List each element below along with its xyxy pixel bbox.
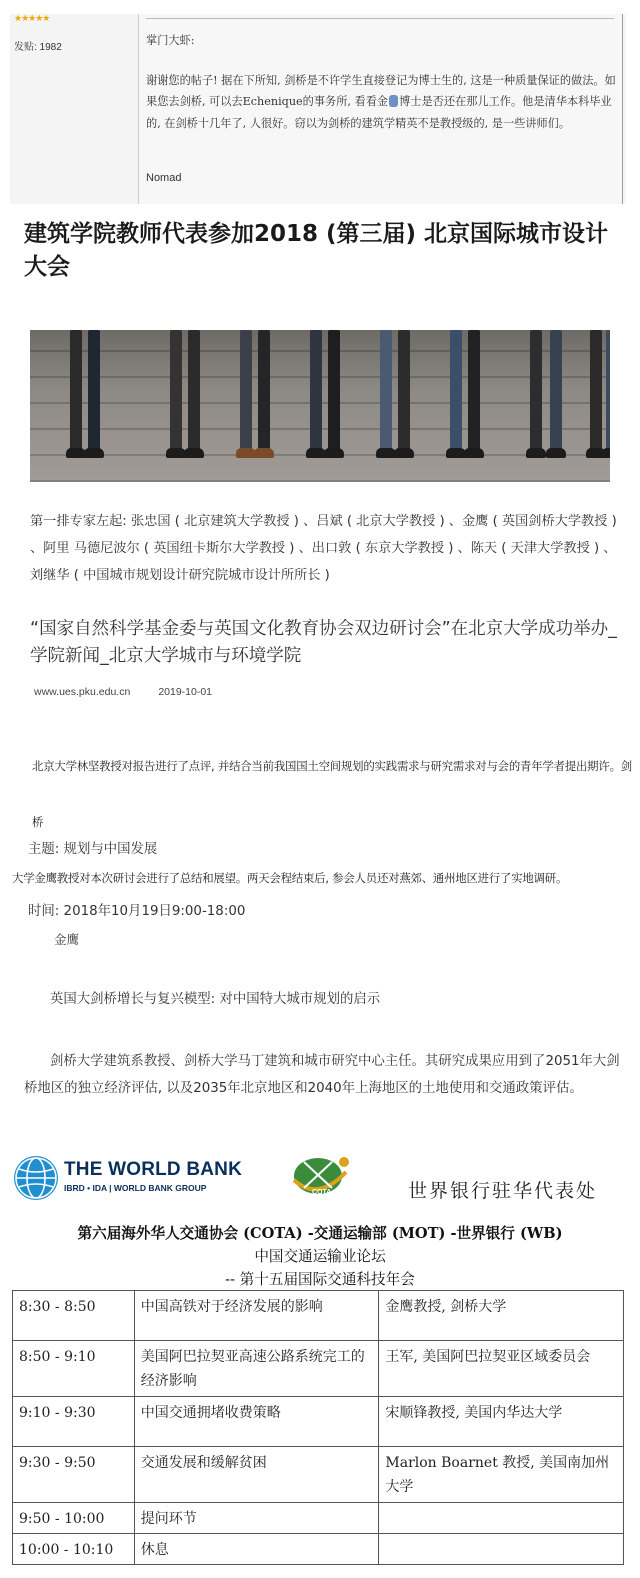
schedule-time: 9:50 - 10:00 [13,1503,135,1534]
schedule-time: 8:50 - 9:10 [13,1341,135,1397]
schedule-speaker [379,1503,624,1534]
photo-shoe [602,448,610,458]
photo-shoe [394,448,414,458]
world-bank-globe-icon [14,1156,58,1200]
schedule-time: 9:10 - 9:30 [13,1397,135,1447]
forum-message [146,70,616,135]
photo-shoe [166,448,186,458]
news-title-link[interactable]: “国家自然科学基金委与英国文化教育协会双边研讨会”在北京大学成功举办_学院新闻_北京大学城市与环境学院 [30,619,617,666]
redacted-mark [389,95,398,107]
rank-stars-icon: ★★★★★ [14,14,50,24]
schedule-subject: 休息 [134,1534,379,1565]
photo-leg [398,330,410,450]
photo-shoe [254,448,274,458]
schedule-speaker: Marlon Boarnet 教授, 美国南加州大学 [379,1447,624,1503]
forum-greeting: 掌门大虾: [146,34,195,47]
photo-leg [88,330,100,450]
event-talk-title: 英国大剑桥增长与复兴模型: 对中国特大城市规划的启示 [50,992,381,1007]
photo-leg [468,330,480,450]
photo-shoe [236,448,256,458]
photo-shoe [526,448,546,458]
cota-logo [288,1152,354,1198]
schedule-subject: 提问环节 [134,1503,379,1534]
event-speaker-bio: 剑桥大学建筑系教授、剑桥大学马丁建筑和城市研究中心主任。其研究成果应用到了2051年大剑桥地区的独立经济评估, 以及2035年北京地区和2040年上海地区的土地使用和交通政策评估。 [24,1054,620,1096]
world-bank-subtitle: IBRD • IDA | WORLD BANK GROUP [64,1183,207,1193]
photo-shoe [306,448,326,458]
photo-leg [258,330,270,450]
schedule-subject: 美国阿巴拉契亚高速公路系统完工的经济影响 [134,1341,379,1397]
schedule-subject: 中国交通拥堵收费策略 [134,1397,379,1447]
news-site: www.ues.pku.edu.cn [34,686,131,698]
photo-leg [590,330,602,450]
world-bank-name: THE WORLD BANK [64,1159,243,1180]
photo-caption: 第一排专家左起: 张忠国 ( 北京建筑大学教授 ) 、吕斌 ( 北京大学教授 ) 、金鹰 ( 英国剑桥大学教授 ) 、阿里 马德尼波尔 ( 英国纽卡斯尔大学教授 ) 、出口敦 ( 东京大学教授 ) 、陈天 ( 天津大学教授 ) 、刘继华 ( 中国城市规划设计研究院城市设计所所长 ) [30,514,617,583]
photo-leg [606,330,610,450]
photo-step [30,480,610,482]
schedule-speaker: 王军, 美国阿巴拉契亚区域委员会 [379,1341,624,1397]
photo-leg [240,330,252,450]
schedule-row [13,1503,624,1534]
forum-user-panel [10,14,139,204]
photo-shoe [66,448,86,458]
schedule-table [12,1290,624,1565]
schedule-row [13,1397,624,1447]
news-body-line-2: 大学金鹰教授对本次研讨会进行了总结和展望。两天会程结束后, 参会人员还对燕郊、通州地区进行了实地调研。 [12,871,568,885]
photo-shoe [184,448,204,458]
photo-shoe [376,448,396,458]
schedule-time: 10:00 - 10:10 [13,1534,135,1565]
schedule-subject: 中国高铁对于经济发展的影响 [134,1291,379,1341]
forum-message-part-1: 谢谢您的帖子! 据在下所知, 剑桥是不许学生直接登记为博士生的, 这是一种质量保证的做法。如果您去剑桥, 可以去Echenique的事务所, 看看金 [146,73,616,108]
conference-forum: 中国交通运输业论坛 [254,1248,386,1265]
forum-message-part-2: 博士是否还在那儿工作。他是清华本科毕业的, 在剑桥十几年了, 人很好。窃以为剑桥的建筑学精英不是教授级的, 是一些讲师们。 [146,95,612,130]
photo-leg [380,330,392,450]
post-count: 发贴: 1982 [14,42,62,53]
photo-leg [530,330,542,450]
world-bank-china-office: 世界银行驻华代表处 [408,1180,598,1202]
schedule-speaker: 金鹰教授, 剑桥大学 [379,1291,624,1341]
photo-shoe [546,448,566,458]
schedule-time: 8:30 - 8:50 [13,1291,135,1341]
forum-post-text [146,30,616,134]
news-meta [34,686,212,698]
photo-leg [310,330,322,450]
news-date: 2019-10-01 [158,686,213,698]
schedule-speaker [379,1534,624,1565]
photo-shoe [84,448,104,458]
cota-logo-text: COTA [312,1189,332,1196]
photo-shoe [446,448,466,458]
photo-leg [328,330,340,450]
conference-subtitle: -- 第十五届国际交通科技年会 [225,1271,415,1288]
photo-leg [188,330,200,450]
news-body [12,738,632,906]
forum-post-body [138,14,623,204]
photo-leg [550,330,562,450]
photo-shoe [464,448,484,458]
event-topic: 主题: 规划与中国发展 [28,842,158,857]
schedule-row [13,1447,624,1503]
photo-leg [70,330,82,450]
world-bank-logo [14,1156,244,1204]
photo-shoe [324,448,344,458]
conference-title: 第六届海外华人交通协会 (COTA) -交通运输部 (MOT) -世界银行 (WB) [77,1225,563,1242]
photo-leg [170,330,182,450]
news-body-line-1: 北京大学林坚教授对报告进行了点评, 并结合当前我国国土空间规划的实践需求与研究需求对与会的青年学者提出期许。剑桥 [32,759,632,829]
schedule-row [13,1534,624,1565]
schedule-time: 9:30 - 9:50 [13,1447,135,1503]
group-photo [30,330,610,482]
article-headline: 建筑学院教师代表参加2018 (第三届) 北京国际城市设计大会 [24,221,609,280]
photo-leg [450,330,462,450]
schedule-subject: 交通发展和缓解贫困 [134,1447,379,1503]
schedule-row [13,1341,624,1397]
event-time: 时间: 2018年10月19日9:00-18:00 [28,904,246,919]
forum-signature: Nomad [146,172,182,184]
schedule-row [13,1291,624,1341]
schedule-speaker: 宋顺锋教授, 美国内华达大学 [379,1397,624,1447]
forum-post-toolbar [146,14,614,19]
event-speaker: 金鹰 [54,932,80,947]
forum-post [10,14,626,204]
